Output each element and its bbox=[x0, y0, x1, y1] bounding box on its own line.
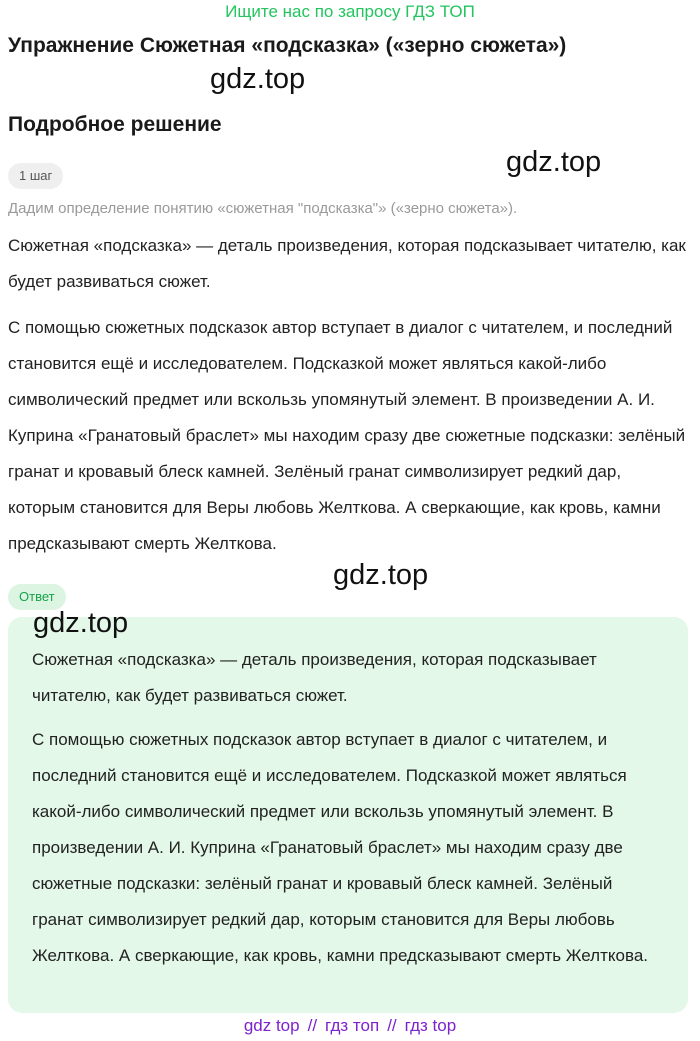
step-hint: Дадим определение понятию «сюжетная "подсказка"» («зерно сюжета»). bbox=[8, 200, 518, 217]
top-banner[interactable]: Ищите нас по запросу ГДЗ ТОП bbox=[225, 2, 475, 21]
footer-separator: // bbox=[307, 1016, 318, 1035]
answer-box bbox=[8, 617, 688, 1013]
footer-link[interactable]: гдз top bbox=[404, 1016, 457, 1035]
footer-separator: // bbox=[387, 1016, 397, 1035]
page-title: Упражнение Сюжетная «подсказка» («зерно сюжета») bbox=[8, 34, 567, 57]
answer-paragraph: С помощью сюжетных подсказок автор вступает в диалог с читателем, и последний становится ещё и исследователем. Подсказкой может являться какой-либо символический предмет или вскользь упомянутый элемент. В произведении А. И. Куприна «Гранатовый браслет» мы находим сразу две сюжетные подсказки: зелёный гранат и кровавый блеск камней. Зелёный гранат символизирует редкий дар, которым становится для Веры любовь Желткова. А сверкающие, как кровь, камни предсказывают смерть Желткова. bbox=[32, 730, 648, 965]
answer-badge: Ответ bbox=[8, 584, 66, 610]
footer-links bbox=[0, 1014, 700, 1038]
watermark: gdz.top bbox=[333, 559, 429, 591]
footer-link[interactable]: gdz top bbox=[243, 1016, 300, 1035]
solution-paragraph: С помощью сюжетных подсказок автор вступает в диалог с читателем, и последний становится ещё и исследователем. Подсказкой может являться какой-либо символический предмет или вскользь упомянутый элемент. В произведении А. И. Куприна «Гранатовый браслет» мы находим сразу две сюжетные подсказки: зелёный гранат и кровавый блеск камней. Зелёный гранат символизирует редкий дар, которым становится для Веры любовь Желткова. А сверкающие, как кровь, камни предсказывают смерть Желткова. bbox=[8, 318, 686, 553]
solution-body bbox=[8, 228, 688, 572]
footer-link[interactable]: гдз топ bbox=[325, 1016, 380, 1035]
watermark: gdz.top bbox=[33, 607, 129, 639]
section-title-detailed-solution: Подробное решение bbox=[8, 113, 222, 136]
watermark: gdz.top bbox=[210, 63, 306, 95]
solution-paragraph: Сюжетная «подсказка» — деталь произведения, которая подсказывает читателю, как будет развиваться сюжет. bbox=[8, 236, 686, 291]
answer-paragraph: Сюжетная «подсказка» — деталь произведения, которая подсказывает читателю, как будет развиваться сюжет. bbox=[32, 650, 597, 705]
step-badge: 1 шаг bbox=[8, 163, 63, 189]
watermark: gdz.top bbox=[506, 146, 602, 178]
